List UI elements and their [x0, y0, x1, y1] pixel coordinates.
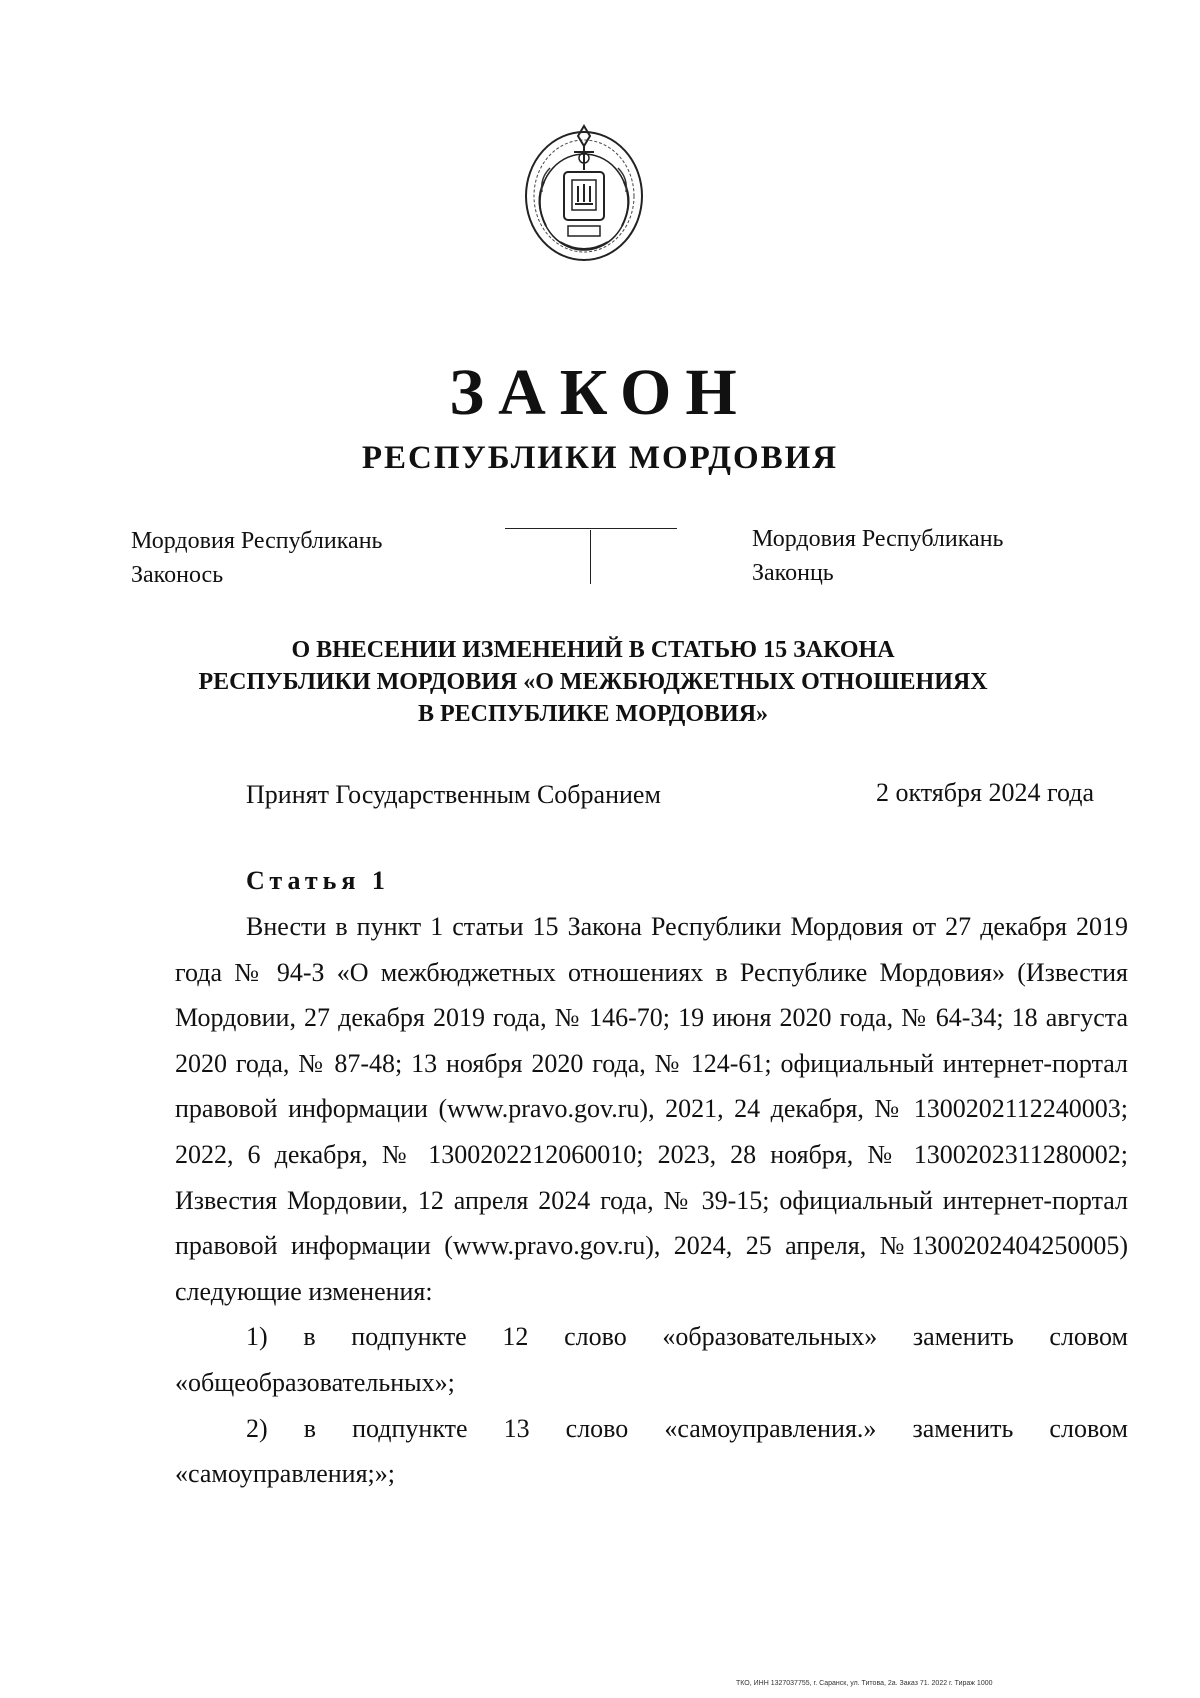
document-heading	[0, 634, 1186, 730]
header-left-block	[131, 524, 382, 592]
article-item-1: 1) в подпункте 12 слово «образовательных» заменить словом «общеобразовательных»;	[175, 1322, 1128, 1397]
coat-of-arms-emblem-icon	[520, 122, 648, 266]
header-left-line1: Мордовия Республикань	[131, 528, 383, 554]
document-heading-line3: В РЕСПУБЛИКЕ МОРДОВИЯ»	[417, 701, 769, 727]
law-subtitle: РЕСПУБЛИКИ МОРДОВИЯ	[361, 440, 839, 476]
article-intro-paragraph: Внести в пункт 1 статьи 15 Закона Республики Мордовия от 27 декабря 2019 года № 94-З «О межбюджетных отношениях в Республике Мордовия» (Известия Мордовии, 27 декабря 2019 года, № 146-70; 19 июня 2020 года, № 64-34; 18 августа 2020 года, № 87-48; 13 ноября 2020 года, № 124-61; официальный интернет-портал правовой информации (www.pravo.gov.ru), 2021, 24 декабря, № 1300202112240003; 2022, 6 декабря, № 1300202212060010; 2023, 28 ноября, № 1300202311280002; Известия Мордовии, 12 апреля 2024 года, № 39-15; официальный интернет-портал правовой информации (www.pravo.gov.ru), 2024, 25 апреля, №1300202404250005) следующие изменения:	[175, 912, 1128, 1306]
article-heading: Статья 1	[246, 866, 390, 895]
header-right-line2: Законць	[752, 560, 834, 586]
adopted-label: Принят Государственным Собранием	[246, 780, 661, 809]
adopted-date: 2 октября 2024 года	[876, 778, 1094, 807]
header-right-block	[752, 522, 1003, 590]
header-right-line1: Мордовия Республикань	[752, 526, 1004, 552]
header-left-line2: Законось	[131, 562, 224, 588]
header-divider-horizontal	[505, 528, 677, 529]
header-divider-vertical	[590, 530, 591, 584]
document-heading-line2: РЕСПУБЛИКИ МОРДОВИЯ «О МЕЖБЮДЖЕТНЫХ ОТНОШЕНИЯХ	[198, 669, 988, 695]
printing-footer-note: ТКО, ИНН 1327037755, г. Саранск, ул. Титова, 2а. Заказ 71. 2022 г. Тираж 1000	[736, 1680, 993, 1687]
article-item-2: 2) в подпункте 13 слово «самоуправления.» заменить словом «самоуправления;»;	[175, 1413, 1128, 1489]
article-body	[175, 904, 1128, 1497]
document-heading-line1: О ВНЕСЕНИИ ИЗМЕНЕНИЙ В СТАТЬЮ 15 ЗАКОНА	[291, 637, 895, 663]
law-title: ЗАКОН	[449, 356, 751, 429]
